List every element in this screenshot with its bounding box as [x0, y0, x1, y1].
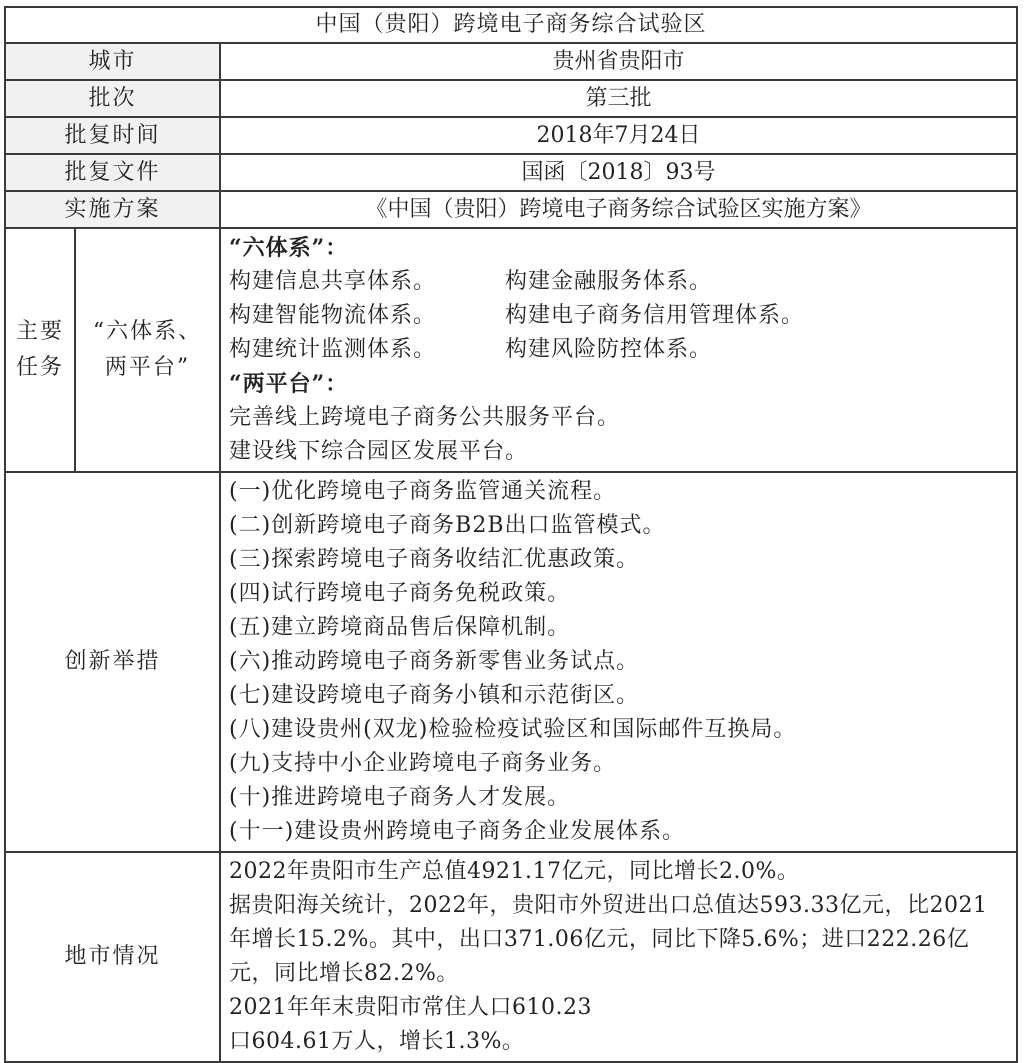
main-tasks-sublabel-line2: 两平台”	[104, 355, 191, 380]
approval-date-value: 2018年7月24日	[220, 117, 1017, 154]
six-systems-row	[229, 265, 1008, 299]
plan-label: 实施方案	[5, 191, 220, 228]
innovation-item: (九)支持中小企业跨境电子商务业务。	[229, 751, 617, 776]
main-tasks-content	[220, 228, 1017, 472]
innovation-item: (四)试行跨境电子商务免税政策。	[229, 581, 571, 606]
six-systems-row	[229, 299, 1008, 333]
main-tasks-label-line2: 任务	[15, 355, 64, 380]
innovation-item: (三)探索跨境电子商务收结汇优惠政策。	[229, 547, 640, 572]
six-systems-item: 构建风险防控体系。	[505, 337, 713, 362]
two-platforms-item: 建设线下综合园区发展平台。	[229, 439, 529, 464]
innovation-item: (八)建设贵州(双龙)检验检疫试验区和国际邮件互换局。	[229, 717, 797, 742]
gdp-paragraph: 2022年贵阳市生产总值4921.17亿元，同比增长2.0%。	[229, 859, 800, 884]
innovation-item: (十一)建设贵州跨境电子商务企业发展体系。	[229, 819, 686, 844]
info-table	[4, 6, 1018, 1063]
six-systems-heading: “六体系”：	[229, 235, 349, 261]
trade-paragraph: 据贵阳海关统计，2022年，贵阳市外贸进出口总值达593.33亿元，比2021年增长15.2%。其中，出口371.06亿元，同比下降5.6%；进口222.26亿元，同比增长82.2%。	[229, 893, 988, 986]
innovation-label: 创新举措	[5, 472, 220, 852]
population-text-end: 口604.61万人，增长1.3%。	[229, 1029, 525, 1054]
two-platforms-heading: “两平台”：	[229, 371, 349, 397]
local-content	[220, 852, 1017, 1062]
six-systems-item: 构建信息共享体系。	[229, 269, 437, 294]
batch-label: 批次	[5, 80, 220, 117]
local-label: 地市情况	[5, 852, 220, 1062]
approval-doc-label: 批复文件	[5, 154, 220, 191]
innovation-item: (一)优化跨境电子商务监管通关流程。	[229, 479, 617, 504]
six-systems-item: 构建电子商务信用管理体系。	[505, 303, 805, 328]
innovation-item: (二)创新跨境电子商务B2B出口监管模式。	[229, 513, 666, 538]
innovation-item: (六)推动跨境电子商务新零售业务试点。	[229, 649, 640, 674]
main-tasks-label-line1: 主要	[15, 319, 64, 344]
watermark-overlay	[620, 985, 1010, 1009]
main-tasks-sublabel	[75, 228, 220, 472]
population-text-start: 2021年年末贵阳市常住人口610.23	[229, 995, 592, 1020]
main-tasks-sublabel-line1: “六体系、	[92, 319, 203, 344]
innovation-item: (十)推进跨境电子商务人才发展。	[229, 785, 571, 810]
six-systems-item: 构建金融服务体系。	[505, 269, 713, 294]
approval-doc-value: 国函〔2018〕93号	[220, 154, 1017, 191]
main-tasks-label	[5, 228, 75, 472]
six-systems-row	[229, 333, 1008, 367]
six-systems-item: 构建智能物流体系。	[229, 303, 437, 328]
innovation-item: (七)建设跨境电子商务小镇和示范街区。	[229, 683, 640, 708]
table-title: 中国（贵阳）跨境电子商务综合试验区	[5, 7, 1017, 43]
innovation-item: (五)建立跨境商品售后保障机制。	[229, 615, 571, 640]
plan-value: 《中国（贵阳）跨境电子商务综合试验区实施方案》	[220, 191, 1017, 228]
city-label: 城市	[5, 43, 220, 80]
approval-date-label: 批复时间	[5, 117, 220, 154]
two-platforms-item: 完善线上跨境电子商务公共服务平台。	[229, 405, 621, 430]
innovation-list	[220, 472, 1017, 852]
six-systems-item: 构建统计监测体系。	[229, 337, 437, 362]
batch-value: 第三批	[220, 80, 1017, 117]
city-value: 贵州省贵阳市	[220, 43, 1017, 80]
